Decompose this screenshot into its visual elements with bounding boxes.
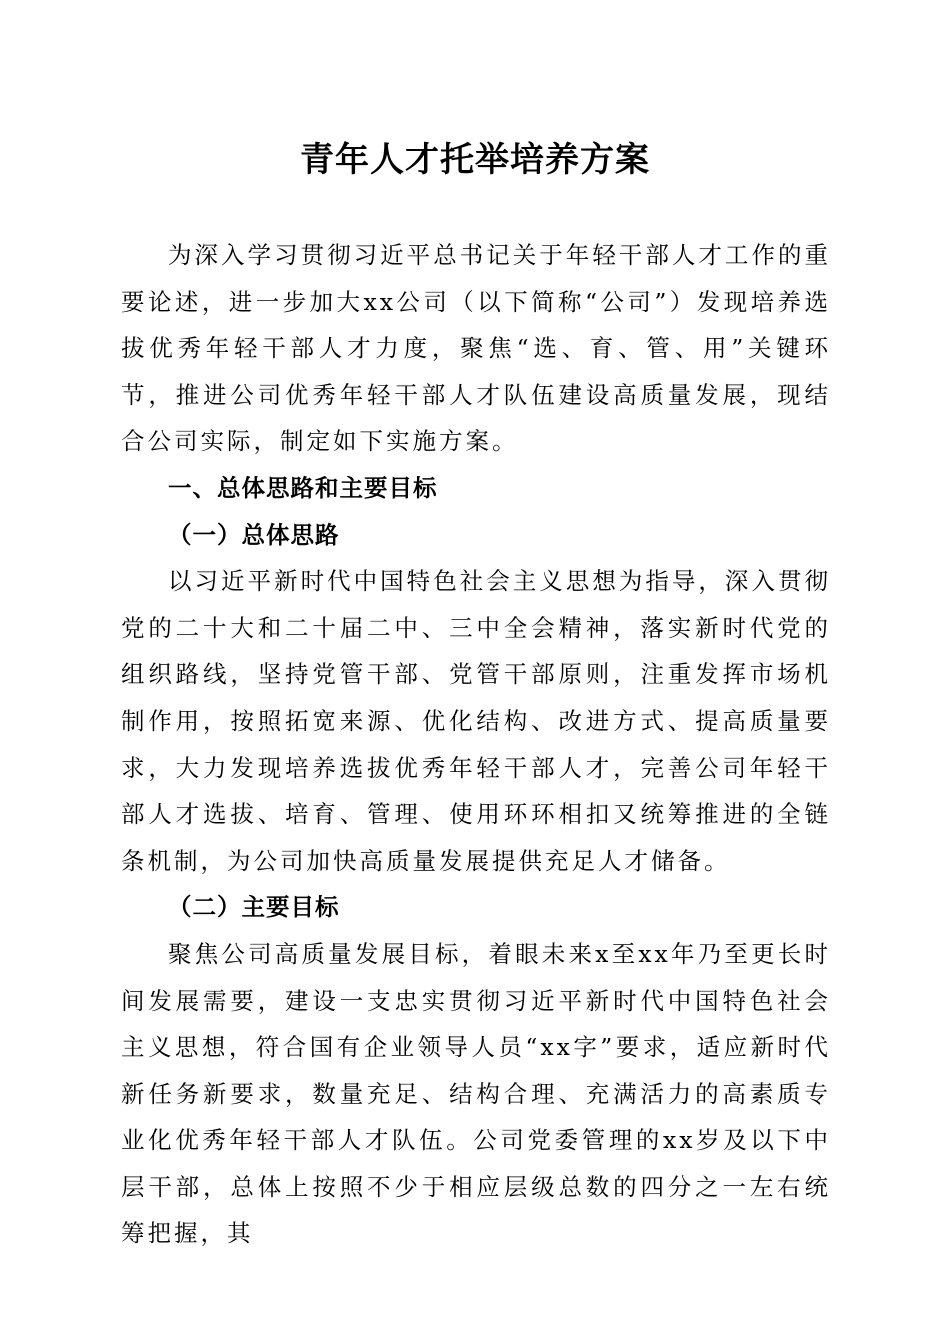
main-goals-paragraph: 聚焦公司高质量发展目标，着眼未来x至xx年乃至更长时间发展需要，建设一支忠实贯彻习近平新时代中国特色社会主义思想，符合国有企业领导人员“xx字”要求，适应新时代新任务新要求，数量充足、结构合理、充满活力的高素质专业化优秀年轻干部人才队伍。公司党委管理的xx岁及以下中层干部，总体上按照不少于相应层级总数的四分之一左右统筹把握，其 xyxy=(121,939,831,1248)
subsection-heading-overall-approach: （一）总体思路 xyxy=(168,520,340,549)
intro-paragraph: 为深入学习贯彻习近平总书记关于年轻干部人才工作的重要论述，进一步加大xx公司（以下简称“公司”）发现培养选拔优秀年轻干部人才力度，聚焦“选、育、管、用”关键环节，推进公司优秀年轻干部人才队伍建设高质量发展，现结合公司实际，制定如下实施方案。 xyxy=(121,241,831,456)
document-body xyxy=(121,232,831,1257)
overall-approach-paragraph: 以习近平新时代中国特色社会主义思想为指导，深入贯彻党的二十大和二十届二中、三中全会精神，落实新时代党的组织路线，坚持党管干部、党管干部原则，注重发挥市场机制作用，按照拓宽来源、优化结构、改进方式、提高质量要求，大力发现培养选拔优秀年轻干部人才，完善公司年轻干部人才选拔、培育、管理、使用环环相扣又统筹推进的全链条机制，为公司加快高质量发展提供充足人才储备。 xyxy=(121,567,831,875)
subsection-heading-main-goals: （二）主要目标 xyxy=(168,893,340,922)
section-heading-1: 一、总体思路和主要目标 xyxy=(168,473,438,502)
document-title: 青年人才托举培养方案 xyxy=(300,140,650,180)
